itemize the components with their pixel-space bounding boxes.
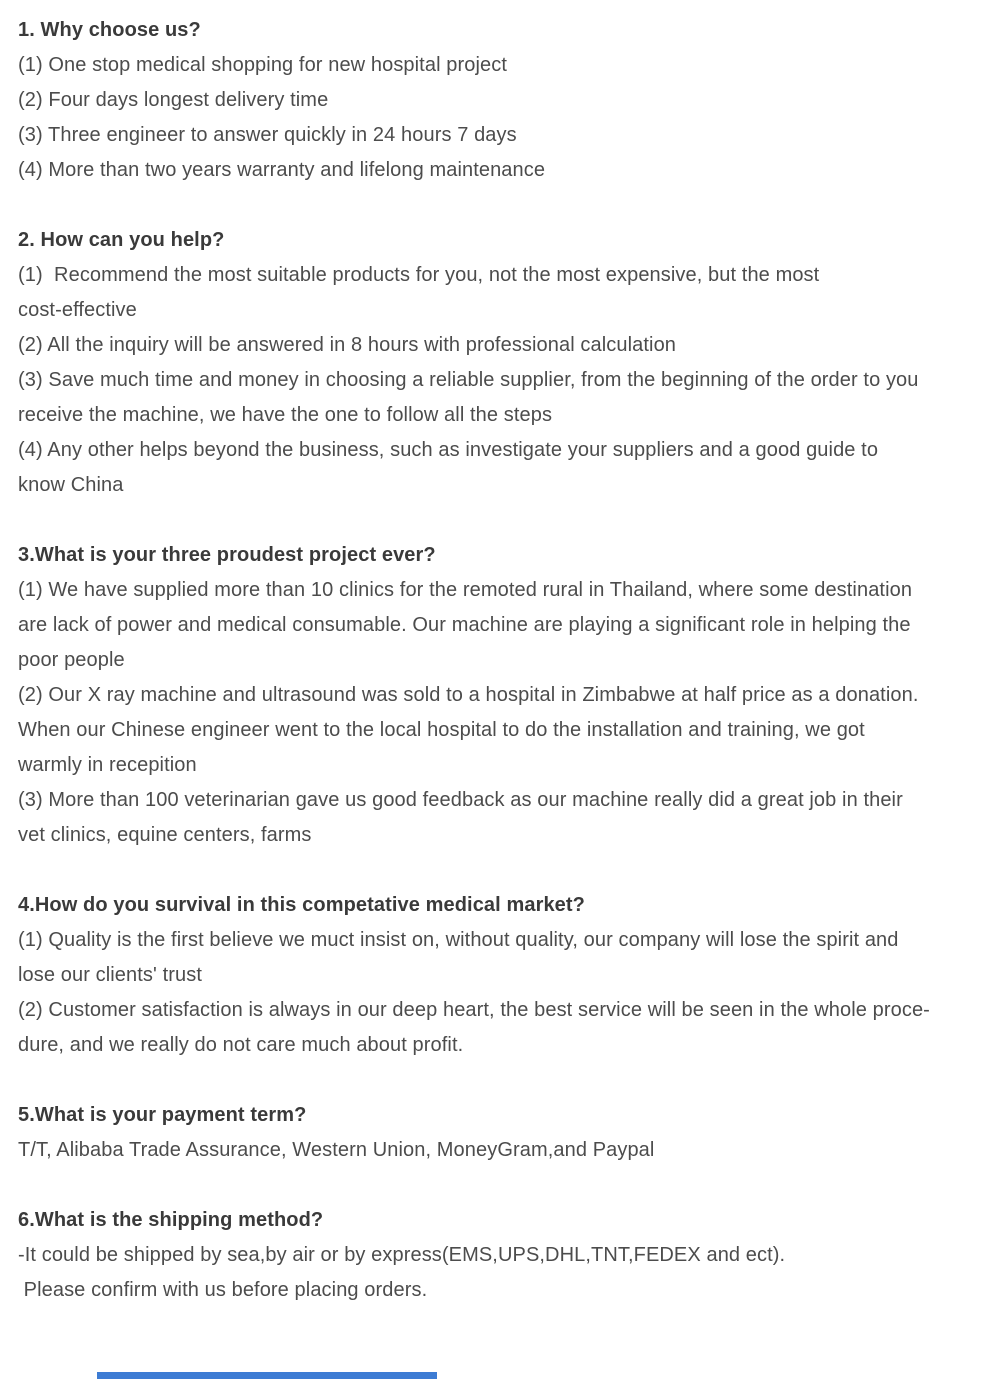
section-heading: 1. Why choose us? [18, 19, 201, 41]
text-line: (2) Four days longest delivery time [18, 89, 329, 111]
faq-section [18, 1098, 1000, 1168]
text-line: (1) Quality is the first believe we muct insist on, without quality, our company will lose the spirit and [18, 929, 899, 951]
text-line: lose our clients' trust [18, 964, 202, 986]
faq-section [18, 538, 1000, 853]
text-line: (2) All the inquiry will be answered in 8 hours with professional calculation [18, 334, 677, 356]
text-line: poor people [18, 649, 125, 671]
faq-section [18, 223, 1000, 503]
text-line: (2) Customer satisfaction is always in our deep heart, the best service will be seen in the whole proce- [18, 999, 930, 1021]
section-heading: 2. How can you help? [18, 229, 225, 251]
text-line: vet clinics, equine centers, farms [18, 824, 312, 846]
text-line: (4) Any other helps beyond the business, such as investigate your suppliers and a good guide to [18, 439, 879, 461]
text-line: warmly in recepition [18, 754, 197, 776]
faq-section [18, 1203, 1000, 1308]
section-heading: 6.What is the shipping method? [18, 1209, 324, 1231]
text-line: (4) More than two years warranty and lifelong maintenance [18, 159, 546, 181]
text-line: (3) Three engineer to answer quickly in 24 hours 7 days [18, 124, 517, 146]
text-line: dure, and we really do not care much about profit. [18, 1034, 464, 1056]
text-line: When our Chinese engineer went to the local hospital to do the installation and training, we got [18, 719, 865, 741]
text-line: (3) Save much time and money in choosing a reliable supplier, from the beginning of the order to you [18, 369, 919, 391]
text-line: -It could be shipped by sea,by air or by express(EMS,UPS,DHL,TNT,FEDEX and ect). [18, 1244, 786, 1266]
text-line: Please confirm with us before placing orders. [18, 1279, 428, 1301]
text-line: are lack of power and medical consumable. Our machine are playing a significant role in helping the [18, 614, 911, 636]
faq-content [18, 13, 1000, 1308]
text-line: (1) Recommend the most suitable products for you, not the most expensive, but the most [18, 264, 820, 286]
text-line: know China [18, 474, 124, 496]
text-line: (3) More than 100 veterinarian gave us good feedback as our machine really did a great job in their [18, 789, 903, 811]
text-line: T/T, Alibaba Trade Assurance, Western Union, MoneyGram,and Paypal [18, 1139, 655, 1161]
faq-section [18, 13, 1000, 188]
text-line: (1) We have supplied more than 10 clinics for the remoted rural in Thailand, where some destination [18, 579, 913, 601]
faq-section [18, 888, 1000, 1063]
section-heading: 3.What is your three proudest project ever? [18, 544, 436, 566]
text-line: (2) Our X ray machine and ultrasound was sold to a hospital in Zimbabwe at half price as a donation. [18, 684, 919, 706]
section-heading: 5.What is your payment term? [18, 1104, 307, 1126]
text-line: receive the machine, we have the one to follow all the steps [18, 404, 553, 426]
text-line: (1) One stop medical shopping for new hospital project [18, 54, 507, 76]
partial-blue-bar [97, 1372, 437, 1379]
text-line: cost-effective [18, 299, 137, 321]
section-heading: 4.How do you survival in this competative medical market? [18, 894, 585, 916]
